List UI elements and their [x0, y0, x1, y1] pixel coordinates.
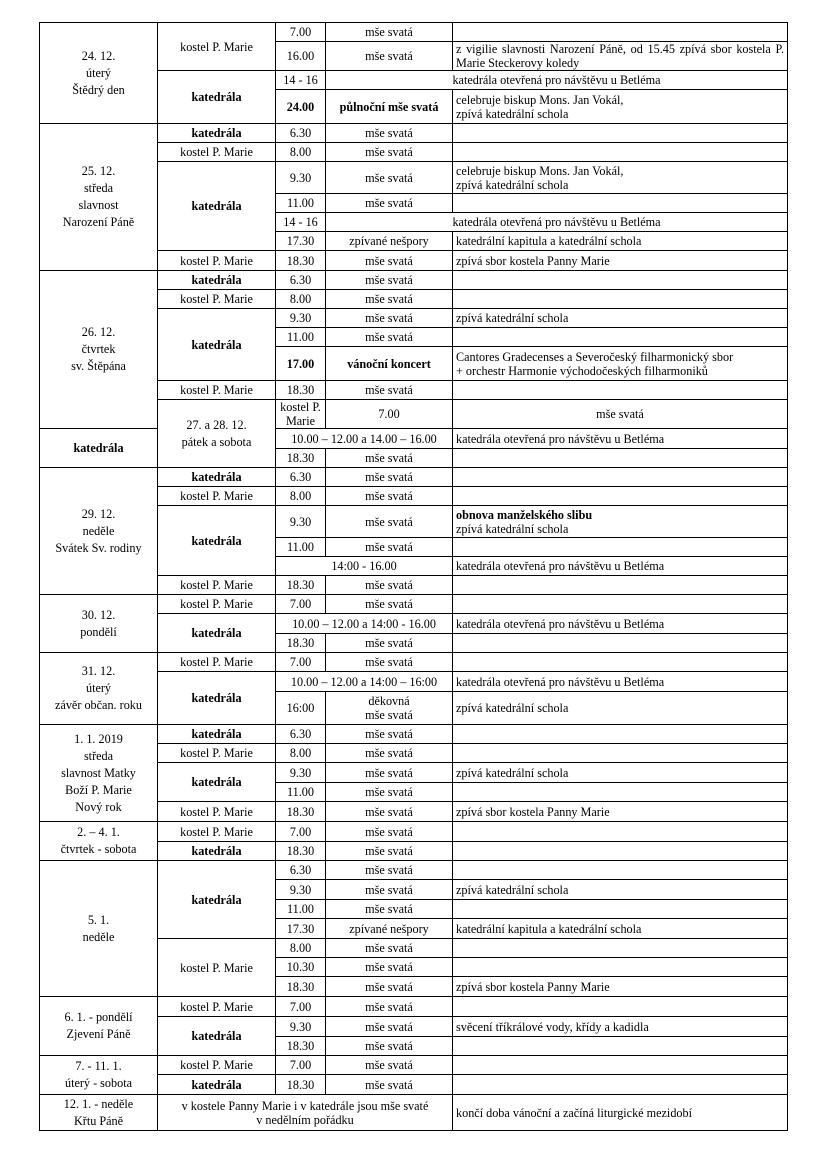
location-cell: katedrála — [158, 614, 276, 653]
event-cell: mše svatá — [326, 251, 453, 271]
note-cell: z vigilie slavnosti Narození Páně, od 15.45 zpívá sbor kostela P. Marie Steckerovy koledy — [453, 42, 788, 71]
day-cell — [40, 124, 158, 271]
event-cell: mše svatá — [326, 653, 453, 672]
event-cell: mše svatá — [326, 309, 453, 328]
time-cell: 11.00 — [276, 900, 326, 919]
cell-text-line: neděle — [82, 523, 115, 538]
event-cell: mše svatá — [326, 900, 453, 919]
event-cell: mše svatá — [326, 506, 453, 538]
location-cell: kostel P. Marie — [158, 251, 276, 271]
note-cell: katedrální kapitula a katedrální schola — [453, 232, 788, 251]
location-cell: kostel P. Marie — [158, 487, 276, 506]
cell-text-line: sv. Štěpána — [71, 359, 126, 373]
time-cell: 17.00 — [276, 347, 326, 381]
event-cell: mše svatá — [326, 977, 453, 997]
cell-text-line: závěr občan. roku — [55, 698, 142, 712]
event-cell: mše svatá — [326, 1075, 453, 1095]
event-cell: mše svatá — [453, 400, 788, 429]
location-note-cell — [158, 1095, 453, 1131]
location-cell: kostel P. Marie — [158, 290, 276, 309]
schedule-row — [40, 653, 788, 672]
location-cell: katedrála — [158, 468, 276, 487]
location-cell: kostel P. Marie — [158, 939, 276, 997]
cell-text-line: zpívá katedrální schola — [456, 177, 569, 192]
cell-text-line: v nedělním pořádku — [256, 1112, 354, 1127]
event-cell: zpívané nešpory — [326, 232, 453, 251]
schedule-row — [40, 468, 788, 487]
location-cell: katedrála — [158, 162, 276, 251]
cell-text-line: celebruje biskup Mons. Jan Vokál, — [456, 92, 624, 107]
location-cell: kostel P. Marie — [158, 653, 276, 672]
location-cell: katedrála — [158, 309, 276, 381]
time-cell: 7.00 — [276, 23, 326, 42]
cell-text-line: celebruje biskup Mons. Jan Vokál, — [456, 163, 624, 178]
event-cell: mše svatá — [326, 42, 453, 71]
location-cell: katedrála — [158, 1075, 276, 1095]
time-cell: 9.30 — [276, 1017, 326, 1037]
event-cell: mše svatá — [326, 143, 453, 162]
note-cell: zpívá katedrální schola — [453, 309, 788, 328]
event-cell: mše svatá — [326, 328, 453, 347]
cell-text-line: Svátek Sv. rodiny — [55, 540, 142, 555]
note-cell — [453, 653, 788, 672]
time-cell: 8.00 — [276, 290, 326, 309]
schedule-body — [40, 23, 788, 1131]
cell-text-line: 27. a 28. 12. — [186, 417, 247, 432]
location-cell: kostel P. Marie — [158, 997, 276, 1017]
cell-text-line: mše svatá — [365, 708, 413, 722]
location-cell: kostel P. Marie — [158, 802, 276, 822]
event-cell: mše svatá — [326, 861, 453, 880]
event-cell: mše svatá — [326, 783, 453, 802]
note-cell — [453, 328, 788, 347]
schedule-row — [40, 595, 788, 614]
event-cell: mše svatá — [326, 449, 453, 468]
time-cell: 10.30 — [276, 958, 326, 977]
location-cell: katedrála — [158, 725, 276, 744]
note-cell — [453, 861, 788, 880]
time-cell: 18.30 — [276, 1075, 326, 1095]
cell-text-line: Zjevení Páně — [66, 1027, 131, 1041]
cell-text-line: úterý - sobota — [64, 1076, 132, 1090]
cell-text-line: 29. 12. — [81, 506, 116, 521]
note-cell: zpívá sbor kostela Panny Marie — [453, 802, 788, 822]
note-cell: končí doba vánoční a začíná liturgické mezidobí — [453, 1095, 788, 1131]
time-cell: 16.00 — [276, 42, 326, 71]
event-cell: mše svatá — [326, 124, 453, 143]
location-cell: kostel P. Marie — [158, 822, 276, 842]
day-cell — [40, 861, 158, 997]
note-cell — [453, 997, 788, 1017]
schedule-row — [40, 1095, 788, 1131]
time-cell: 17.30 — [276, 232, 326, 251]
event-cell — [326, 692, 453, 725]
time-cell: 18.30 — [276, 381, 326, 400]
time-cell: 9.30 — [276, 763, 326, 783]
cell-text-line: slavnost — [78, 198, 119, 212]
day-cell — [158, 400, 276, 468]
opening-hours-cell: katedrála otevřená pro návštěvu u Betléma — [326, 213, 788, 232]
time-cell: 11.00 — [276, 783, 326, 802]
event-cell: zpívané nešpory — [326, 919, 453, 939]
cell-text-line: neděle — [82, 929, 115, 944]
note-cell: zpívá katedrální schola — [453, 880, 788, 900]
location-cell: kostel P. Marie — [158, 595, 276, 614]
note-cell: zpívá sbor kostela Panny Marie — [453, 977, 788, 997]
time-cell: 7.00 — [276, 1056, 326, 1075]
event-cell: mše svatá — [326, 162, 453, 194]
time-cell: 24.00 — [276, 90, 326, 124]
note-cell — [453, 290, 788, 309]
cell-text-line: Cantores Gradecenses a Severočeský filharmonický sbor — [456, 349, 734, 364]
time-cell: 9.30 — [276, 309, 326, 328]
event-cell: mše svatá — [326, 958, 453, 977]
location-cell: kostel P. Marie — [158, 23, 276, 71]
cell-text-line: pátek a sobota — [181, 434, 252, 449]
event-cell: mše svatá — [326, 538, 453, 557]
event-cell: mše svatá — [326, 744, 453, 763]
cell-text-line: 26. 12. — [81, 325, 116, 339]
note-cell — [453, 595, 788, 614]
cell-text-line: Štědrý den — [72, 82, 125, 97]
note-cell — [453, 487, 788, 506]
note-cell — [453, 634, 788, 653]
note-cell — [453, 900, 788, 919]
time-cell: 18.30 — [276, 842, 326, 861]
time-cell: 7.00 — [276, 595, 326, 614]
event-cell: mše svatá — [326, 842, 453, 861]
note-cell — [453, 1075, 788, 1095]
time-cell: 18.30 — [276, 634, 326, 653]
note-cell — [453, 958, 788, 977]
event-cell: mše svatá — [326, 487, 453, 506]
note-cell: katedrála otevřená pro návštěvu u Betléma — [453, 429, 788, 449]
event-cell: mše svatá — [326, 822, 453, 842]
time-cell: 9.30 — [276, 162, 326, 194]
location-cell: katedrála — [40, 429, 158, 468]
schedule-row — [40, 124, 788, 143]
time-cell: 17.30 — [276, 919, 326, 939]
schedule-row — [40, 1056, 788, 1075]
event-cell: mše svatá — [326, 880, 453, 900]
note-cell — [453, 162, 788, 194]
location-cell: katedrála — [158, 506, 276, 576]
day-cell — [40, 725, 158, 822]
note-cell: katedrála otevřená pro návštěvu u Betléma — [453, 672, 788, 692]
time-cell: 10.00 – 12.00 a 14.00 – 16.00 — [276, 429, 453, 449]
cell-text-line: 6. 1. - pondělí — [64, 1010, 133, 1024]
schedule-row — [40, 23, 788, 42]
note-cell — [453, 271, 788, 290]
time-cell: 18.30 — [276, 1037, 326, 1056]
location-cell: kostel P. Marie — [158, 744, 276, 763]
note-cell — [453, 1056, 788, 1075]
time-cell: 10.00 – 12.00 a 14:00 - 16.00 — [276, 614, 453, 634]
note-cell — [453, 576, 788, 595]
note-cell: zpívá katedrální schola — [453, 692, 788, 725]
cell-text-line: úterý — [85, 65, 112, 80]
time-cell: 6.30 — [276, 861, 326, 880]
location-cell: katedrála — [158, 124, 276, 143]
cell-text-line: v kostele Panny Marie i v katedrále jsou mše svaté — [181, 1098, 429, 1113]
cell-text-line: Boží P. Marie — [65, 782, 132, 797]
event-cell: půlnoční mše svatá — [326, 90, 453, 124]
time-cell: 18.30 — [276, 977, 326, 997]
cell-text-line: 31. 12. — [81, 664, 116, 678]
cell-text-line: děkovná — [368, 694, 410, 708]
location-cell: katedrála — [158, 71, 276, 124]
cell-text-line: 2. – 4. 1. — [77, 825, 120, 839]
location-cell: katedrála — [158, 861, 276, 939]
cell-text-line: Nový rok — [75, 799, 122, 814]
cell-text-line: čtvrtek - sobota — [60, 842, 137, 856]
time-cell: 11.00 — [276, 328, 326, 347]
note-cell: katedrála otevřená pro návštěvu u Betléma — [453, 614, 788, 634]
event-cell: mše svatá — [326, 802, 453, 822]
location-cell: kostel P. Marie — [158, 576, 276, 595]
schedule-row — [40, 997, 788, 1017]
time-cell: 18.30 — [276, 802, 326, 822]
time-cell: 7.00 — [326, 400, 453, 429]
note-cell — [453, 468, 788, 487]
time-cell: 6.30 — [276, 271, 326, 290]
time-cell: 14 - 16 — [276, 71, 326, 90]
cell-text-line: úterý — [85, 681, 112, 695]
location-cell: kostel P. Marie — [158, 1056, 276, 1075]
cell-text-line: Narození Páně — [62, 215, 135, 229]
time-cell: 14 - 16 — [276, 213, 326, 232]
note-cell — [453, 90, 788, 124]
schedule-row — [40, 429, 788, 449]
time-cell: 9.30 — [276, 506, 326, 538]
cell-text-line: 1. 1. 2019 — [74, 731, 123, 746]
cell-text-line: zpívá katedrální schola — [456, 521, 569, 536]
location-cell: katedrála — [158, 271, 276, 290]
opening-hours-cell: katedrála otevřená pro návštěvu u Betléma — [326, 71, 788, 90]
time-cell: 18.30 — [276, 576, 326, 595]
event-cell: mše svatá — [326, 271, 453, 290]
location-cell: kostel P. Marie — [158, 381, 276, 400]
note-cell — [453, 842, 788, 861]
note-cell — [453, 381, 788, 400]
cell-text-line: čtvrtek — [81, 342, 116, 356]
day-cell — [40, 271, 158, 429]
time-cell: 8.00 — [276, 487, 326, 506]
cell-text-line: Křtu Páně — [73, 1113, 124, 1128]
note-cell — [453, 783, 788, 802]
note-cell — [453, 1037, 788, 1056]
time-cell: 18.30 — [276, 449, 326, 468]
schedule-row — [40, 271, 788, 290]
note-cell — [453, 538, 788, 557]
event-cell: mše svatá — [326, 763, 453, 783]
time-cell: 8.00 — [276, 143, 326, 162]
time-cell: 8.00 — [276, 939, 326, 958]
event-cell: mše svatá — [326, 576, 453, 595]
time-cell: 6.30 — [276, 124, 326, 143]
day-cell — [40, 595, 158, 653]
cell-text-line: slavnost Matky — [61, 765, 136, 780]
day-cell — [40, 653, 158, 725]
day-cell — [40, 822, 158, 861]
time-cell: 8.00 — [276, 744, 326, 763]
cell-text-line: středa — [83, 748, 114, 763]
time-cell: 16:00 — [276, 692, 326, 725]
note-cell — [453, 822, 788, 842]
note-cell — [453, 23, 788, 42]
schedule-row — [40, 861, 788, 880]
cell-text-line: 24. 12. — [81, 48, 116, 63]
note-cell: svěcení tříkrálové vody, křídy a kadidla — [453, 1017, 788, 1037]
time-cell: 11.00 — [276, 538, 326, 557]
note-cell — [453, 449, 788, 468]
cell-text-line: 30. 12. — [81, 607, 116, 622]
day-cell — [40, 468, 158, 595]
cell-text-line: pondělí — [80, 624, 117, 639]
event-cell: mše svatá — [326, 1037, 453, 1056]
time-cell: 11.00 — [276, 194, 326, 213]
day-cell — [40, 23, 158, 124]
event-cell: mše svatá — [326, 634, 453, 653]
event-cell: mše svatá — [326, 1056, 453, 1075]
note-cell — [453, 725, 788, 744]
time-cell: 7.00 — [276, 822, 326, 842]
note-cell: zpívá katedrální schola — [453, 763, 788, 783]
time-cell: 14:00 - 16.00 — [276, 557, 453, 576]
event-cell: mše svatá — [326, 194, 453, 213]
note-cell — [453, 744, 788, 763]
cell-text-line: 12. 1. - neděle — [63, 1096, 134, 1111]
note-cell — [453, 143, 788, 162]
event-cell: mše svatá — [326, 468, 453, 487]
schedule-row — [40, 725, 788, 744]
location-cell: katedrála — [158, 1017, 276, 1056]
day-cell — [40, 1056, 158, 1095]
location-cell: katedrála — [158, 842, 276, 861]
time-cell: 6.30 — [276, 468, 326, 487]
location-cell: katedrála — [158, 763, 276, 802]
note-cell: katedrální kapitula a katedrální schola — [453, 919, 788, 939]
time-cell: 7.00 — [276, 653, 326, 672]
cell-text-line: 25. 12. — [81, 164, 116, 178]
time-cell: 6.30 — [276, 725, 326, 744]
christmas-schedule-table — [39, 22, 788, 1131]
cell-text-line: 5. 1. — [87, 912, 110, 927]
event-cell: vánoční koncert — [326, 347, 453, 381]
note-cell: zpívá sbor kostela Panny Marie — [453, 251, 788, 271]
cell-text-line: 7. - 11. 1. — [75, 1059, 122, 1073]
time-cell: 18.30 — [276, 251, 326, 271]
event-cell: mše svatá — [326, 595, 453, 614]
location-cell: kostel P. Marie — [158, 143, 276, 162]
cell-text-line: zpívá katedrální schola — [456, 106, 569, 121]
note-cell — [453, 124, 788, 143]
cell-text-line: obnova manželského slibu — [456, 507, 593, 522]
event-cell: mše svatá — [326, 725, 453, 744]
event-cell: mše svatá — [326, 997, 453, 1017]
note-cell — [453, 506, 788, 538]
event-cell: mše svatá — [326, 939, 453, 958]
note-cell — [453, 939, 788, 958]
note-cell — [453, 347, 788, 381]
day-cell — [40, 997, 158, 1056]
schedule-row — [40, 822, 788, 842]
cell-text-line: středa — [83, 181, 114, 195]
event-cell: mše svatá — [326, 381, 453, 400]
location-cell: kostel P. Marie — [276, 400, 326, 429]
note-cell — [453, 194, 788, 213]
time-cell: 7.00 — [276, 997, 326, 1017]
day-cell — [40, 1095, 158, 1131]
event-cell: mše svatá — [326, 1017, 453, 1037]
note-cell: katedrála otevřená pro návštěvu u Betléma — [453, 557, 788, 576]
event-cell: mše svatá — [326, 23, 453, 42]
cell-text-line: + orchestr Harmonie východočeských filharmoniků — [456, 363, 708, 378]
event-cell: mše svatá — [326, 290, 453, 309]
time-cell: 9.30 — [276, 880, 326, 900]
location-cell: katedrála — [158, 672, 276, 725]
time-cell: 10.00 – 12.00 a 14:00 – 16:00 — [276, 672, 453, 692]
